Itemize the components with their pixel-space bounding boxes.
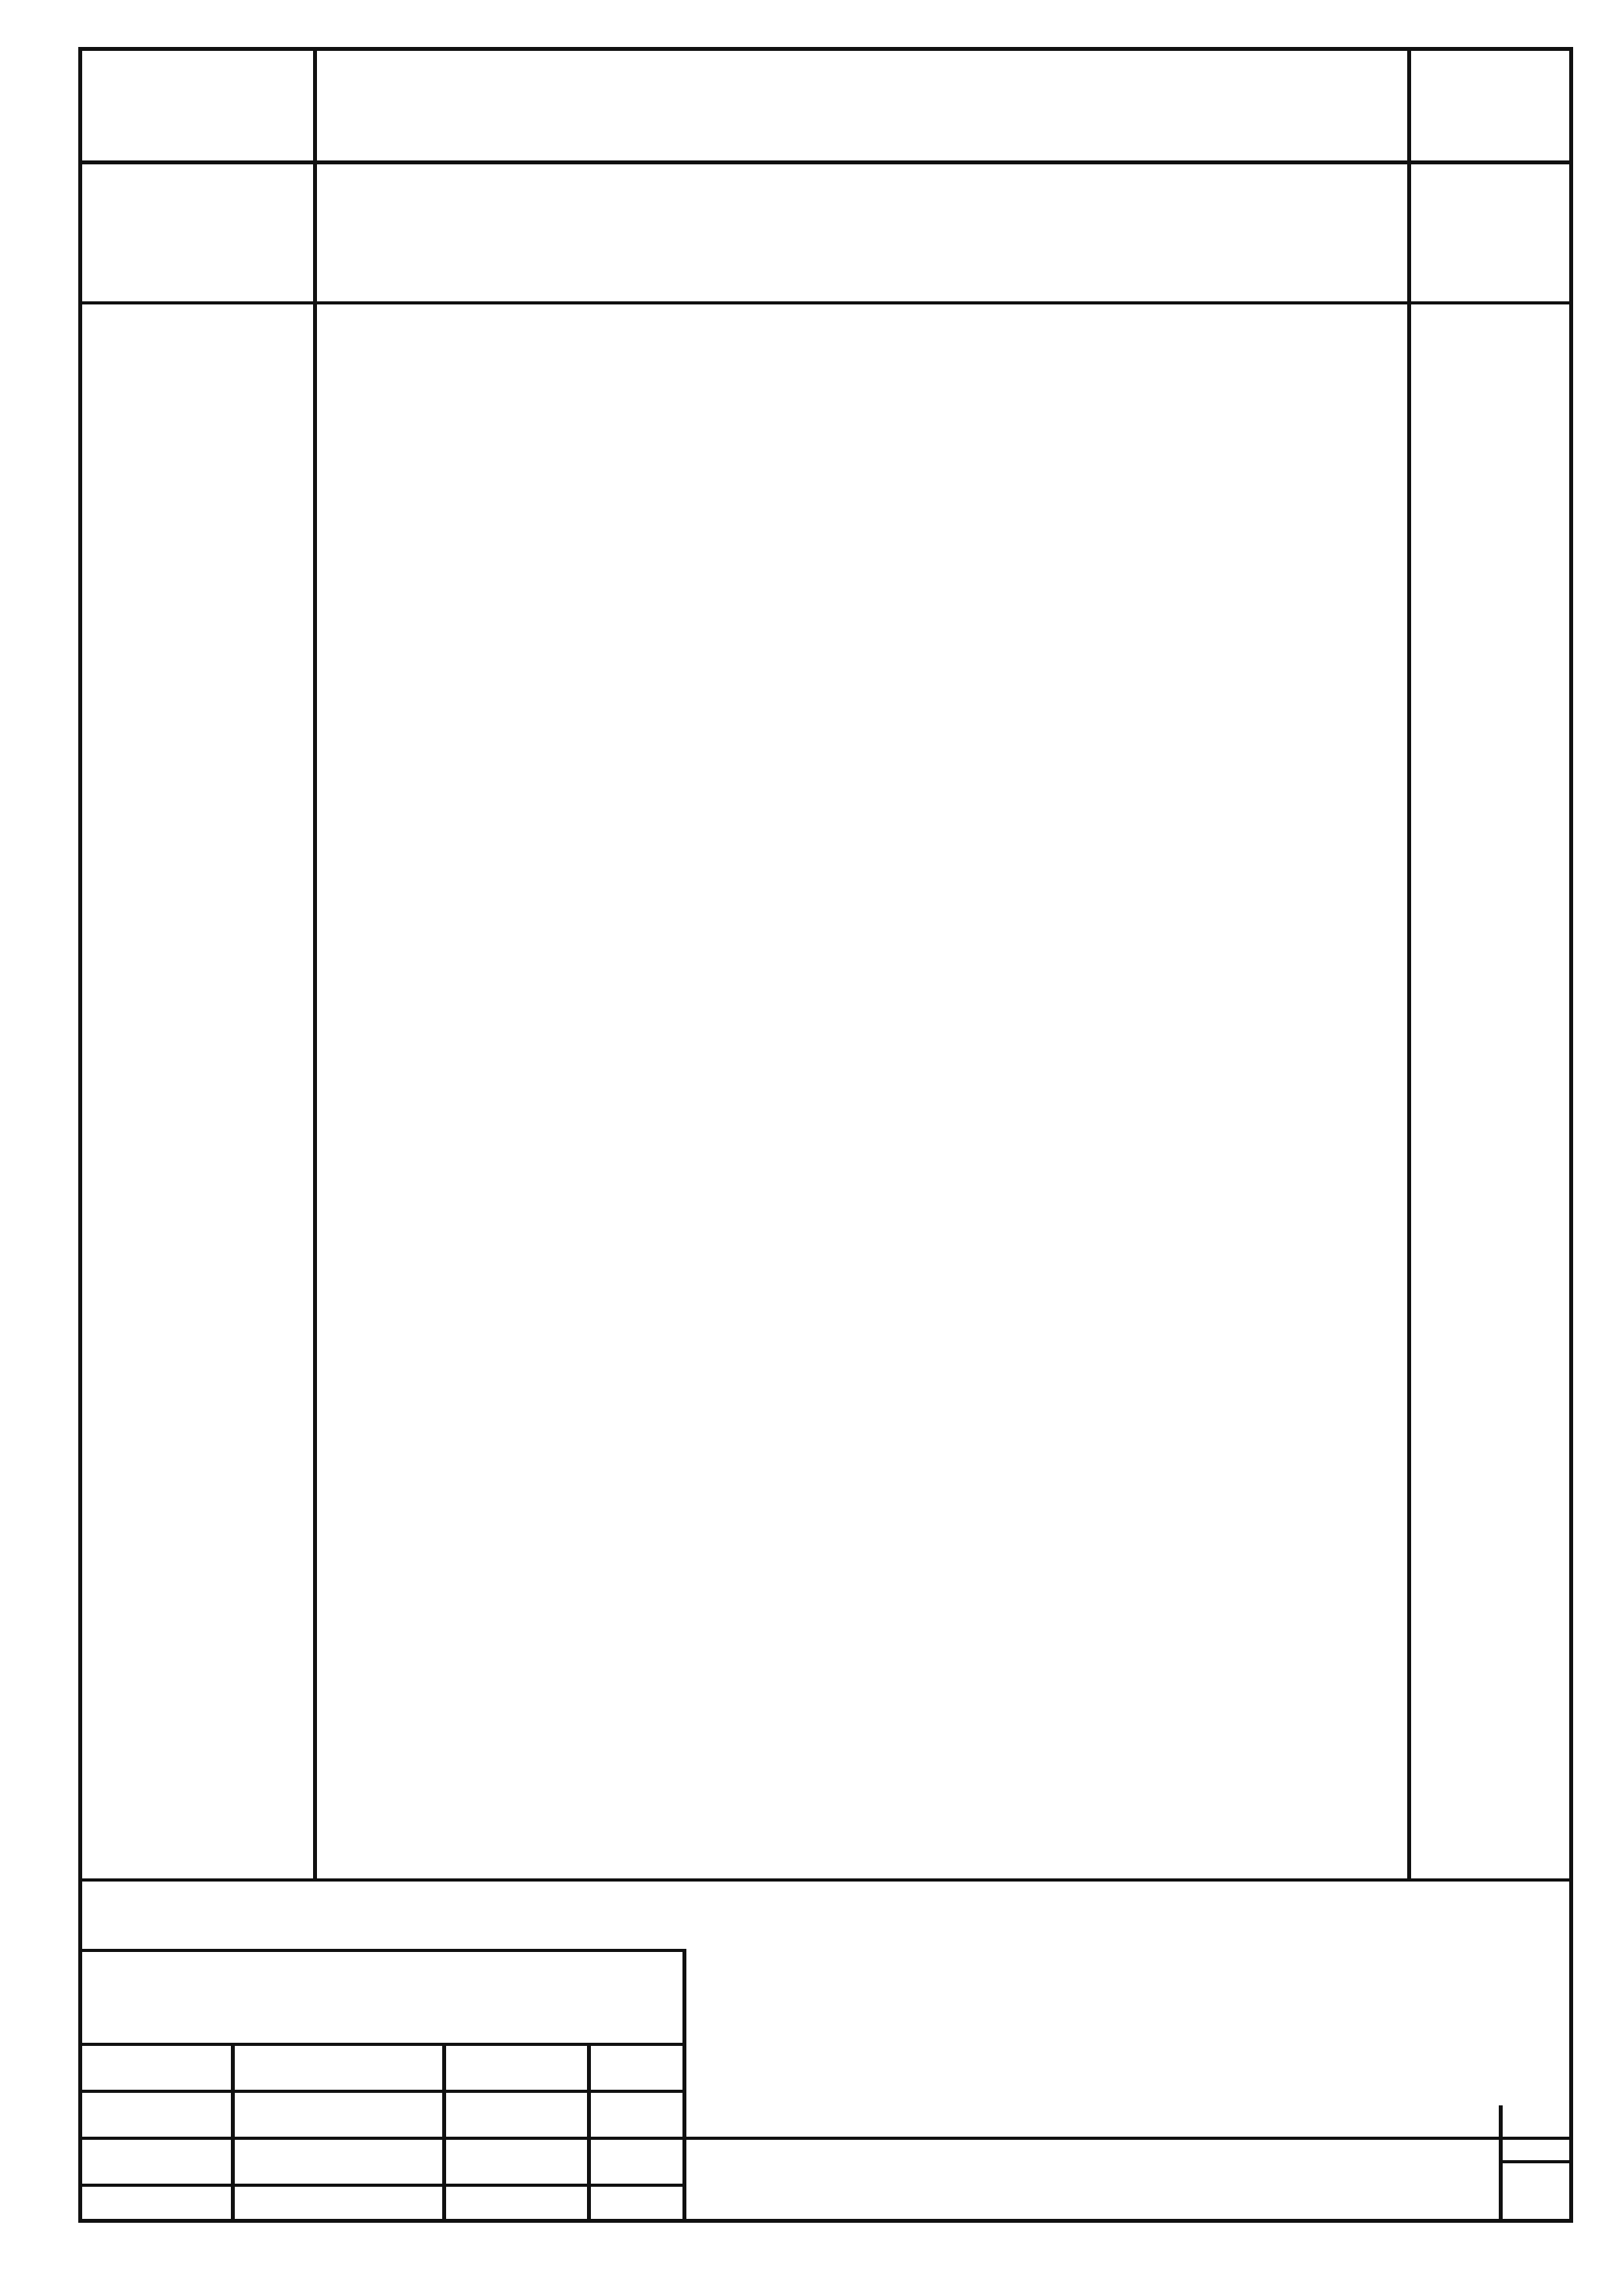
column-divider [1407,47,1411,1878]
column-divider [313,47,317,1878]
header-page-no [1409,47,1569,164]
title-block-divider [442,2043,446,2223]
header-sheet-no [82,47,317,164]
sheet-box-line [1499,2160,1569,2163]
sheet-box-divider [1499,2105,1503,2223]
row-divider [82,301,1569,304]
header-name [317,47,1409,164]
title-block-line [82,2090,685,2093]
title-block-divider [587,2043,591,2223]
title-block-top [82,1949,685,1952]
table-frame [78,47,1573,2223]
title-block-divider [231,2043,235,2223]
title-block-divider [682,1949,686,2223]
title-block-line [82,2184,685,2187]
row-divider [82,1878,1569,1882]
title-block-line [82,2043,685,2046]
title-block-line [82,2137,1569,2140]
